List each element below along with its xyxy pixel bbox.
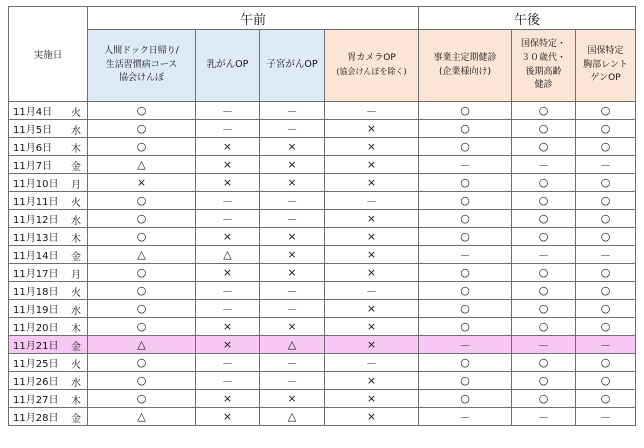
availability-cell: －: [512, 408, 576, 426]
availability-cell: ○: [512, 354, 576, 372]
availability-cell: ×: [196, 408, 260, 426]
col-header-line: (協会けんぽを除く): [336, 66, 407, 76]
availability-cell: ○: [419, 210, 512, 228]
weekday-label: 金: [71, 342, 81, 353]
availability-cell: ×: [196, 138, 260, 156]
availability-cell: ○: [88, 300, 196, 318]
availability-cell: ○: [576, 354, 636, 372]
availability-cell: ○: [419, 192, 512, 210]
col-header-uterine-cancer: [260, 30, 325, 102]
col-header-national-insurance: [512, 30, 576, 102]
col-header-line: 胃カメラOP: [347, 52, 396, 63]
table-row: [9, 138, 636, 156]
availability-cell: －: [260, 120, 325, 138]
availability-cell: －: [196, 120, 260, 138]
date-label: 11月25日: [13, 359, 59, 370]
availability-cell: ○: [88, 120, 196, 138]
availability-cell: ×: [325, 120, 419, 138]
availability-cell: －: [260, 300, 325, 318]
weekday-label: 月: [71, 180, 81, 191]
availability-cell: ○: [576, 264, 636, 282]
date-cell: [9, 354, 88, 372]
availability-cell: ○: [419, 318, 512, 336]
availability-cell: ○: [419, 354, 512, 372]
date-label: 11月17日: [13, 269, 59, 280]
availability-cell: －: [512, 336, 576, 354]
availability-cell: ×: [260, 264, 325, 282]
availability-cell: －: [196, 354, 260, 372]
col-header-breast-cancer: [196, 30, 260, 102]
availability-cell: ○: [512, 264, 576, 282]
availability-cell: ○: [576, 120, 636, 138]
table-row: [9, 300, 636, 318]
availability-cell: －: [419, 156, 512, 174]
availability-cell: △: [88, 408, 196, 426]
col-header-line: (企業様向け): [438, 66, 492, 77]
availability-cell: －: [576, 408, 636, 426]
date-cell: [9, 372, 88, 390]
availability-cell: ○: [88, 390, 196, 408]
table-row: [9, 120, 636, 138]
availability-cell: ×: [325, 318, 419, 336]
col-header-chest-xray: [576, 30, 636, 102]
availability-cell: ○: [88, 102, 196, 120]
availability-cell: ×: [325, 210, 419, 228]
weekday-label: 水: [71, 216, 81, 227]
availability-cell: ○: [512, 120, 576, 138]
table-row: [9, 408, 636, 426]
weekday-label: 木: [71, 144, 81, 155]
col-header-line: 国保特定・: [520, 38, 566, 49]
availability-cell: －: [260, 372, 325, 390]
availability-cell: △: [260, 336, 325, 354]
availability-cell: ○: [576, 282, 636, 300]
date-label: 11月6日: [13, 143, 53, 154]
availability-cell: ○: [419, 138, 512, 156]
weekday-label: 木: [71, 324, 81, 335]
weekday-label: 水: [71, 126, 81, 137]
availability-cell: ○: [512, 102, 576, 120]
availability-cell: ×: [196, 228, 260, 246]
date-label: 11月27日: [13, 395, 59, 406]
availability-cell: ○: [512, 174, 576, 192]
schedule-table-container: [8, 6, 636, 426]
availability-cell: －: [260, 102, 325, 120]
weekday-label: 金: [71, 252, 81, 263]
availability-cell: －: [325, 192, 419, 210]
availability-cell: －: [196, 102, 260, 120]
availability-cell: －: [196, 192, 260, 210]
availability-cell: －: [260, 210, 325, 228]
availability-cell: ×: [88, 174, 196, 192]
availability-cell: ○: [88, 138, 196, 156]
availability-cell: ○: [88, 264, 196, 282]
availability-cell: －: [260, 192, 325, 210]
availability-cell: ×: [196, 318, 260, 336]
availability-cell: ×: [325, 156, 419, 174]
table-row: [9, 102, 636, 120]
availability-cell: ○: [88, 210, 196, 228]
table-row: [9, 192, 636, 210]
date-label: 11月21日: [13, 341, 59, 352]
availability-cell: ○: [419, 264, 512, 282]
availability-cell: ○: [576, 138, 636, 156]
weekday-label: 水: [71, 378, 81, 389]
availability-cell: －: [260, 354, 325, 372]
date-cell: [9, 300, 88, 318]
table-row: [9, 174, 636, 192]
weekday-label: 月: [71, 270, 81, 281]
col-header-line: 生活習慣病コース: [105, 59, 178, 70]
table-row: [9, 282, 636, 300]
availability-cell: －: [419, 336, 512, 354]
date-cell: [9, 192, 88, 210]
date-label: 11月20日: [13, 323, 59, 334]
availability-cell: ○: [576, 102, 636, 120]
weekday-label: 火: [71, 198, 81, 209]
col-header-line: ゲンOP: [590, 73, 621, 84]
availability-cell: ×: [196, 336, 260, 354]
availability-cell: ○: [512, 282, 576, 300]
availability-cell: ×: [260, 138, 325, 156]
availability-cell: －: [260, 282, 325, 300]
availability-cell: ×: [325, 372, 419, 390]
col-header-line: 国保特定: [587, 45, 624, 56]
availability-cell: ○: [419, 300, 512, 318]
table-row: [9, 210, 636, 228]
date-label: 11月11日: [13, 197, 59, 208]
availability-cell: ○: [512, 210, 576, 228]
availability-cell: －: [576, 336, 636, 354]
availability-cell: －: [325, 354, 419, 372]
availability-cell: －: [325, 282, 419, 300]
table-row: [9, 390, 636, 408]
availability-cell: ○: [419, 228, 512, 246]
availability-cell: －: [576, 156, 636, 174]
date-cell: [9, 336, 88, 354]
date-cell: [9, 390, 88, 408]
date-cell: [9, 210, 88, 228]
availability-cell: ×: [325, 408, 419, 426]
availability-cell: ×: [260, 318, 325, 336]
availability-cell: △: [88, 156, 196, 174]
table-row: [9, 372, 636, 390]
availability-cell: ○: [576, 228, 636, 246]
availability-cell: ○: [576, 372, 636, 390]
availability-cell: ×: [325, 174, 419, 192]
date-label: 11月7日: [13, 161, 53, 172]
availability-cell: －: [325, 102, 419, 120]
date-label: 11月26日: [13, 377, 59, 388]
availability-cell: ×: [325, 264, 419, 282]
table-row: [9, 354, 636, 372]
availability-cell: △: [196, 246, 260, 264]
date-cell: [9, 408, 88, 426]
col-header-gastroscopy: [325, 30, 419, 102]
availability-cell: －: [419, 246, 512, 264]
col-header-line: 事業主定期健診: [433, 52, 497, 63]
availability-cell: ○: [512, 372, 576, 390]
date-label: 11月12日: [13, 215, 59, 226]
col-header-line: 子宮がんOP: [266, 59, 318, 71]
afternoon-section-header: 午後: [419, 7, 636, 30]
availability-cell: ○: [88, 228, 196, 246]
availability-cell: ○: [419, 282, 512, 300]
availability-cell: －: [419, 408, 512, 426]
date-cell: [9, 246, 88, 264]
date-cell: [9, 264, 88, 282]
availability-cell: ○: [419, 390, 512, 408]
availability-cell: ○: [512, 192, 576, 210]
table-row: [9, 264, 636, 282]
weekday-label: 火: [71, 108, 81, 119]
weekday-label: 火: [71, 288, 81, 299]
col-header-line: ３０歳代・: [520, 52, 566, 63]
date-cell: [9, 228, 88, 246]
date-cell: [9, 156, 88, 174]
availability-cell: ○: [576, 210, 636, 228]
weekday-label: 木: [71, 234, 81, 245]
availability-cell: ○: [576, 390, 636, 408]
table-row: [9, 318, 636, 336]
weekday-label: 金: [71, 162, 81, 173]
date-column-header: 実施日: [9, 7, 88, 102]
availability-cell: －: [196, 300, 260, 318]
availability-cell: －: [196, 372, 260, 390]
weekday-label: 木: [71, 396, 81, 407]
date-label: 11月10日: [13, 179, 59, 190]
availability-cell: ○: [576, 174, 636, 192]
availability-cell: ×: [325, 246, 419, 264]
availability-cell: ○: [576, 300, 636, 318]
col-header-line: 胸部レント: [583, 59, 628, 70]
availability-cell: ○: [88, 192, 196, 210]
date-label: 11月14日: [13, 251, 59, 262]
availability-cell: ×: [260, 390, 325, 408]
availability-cell: ○: [88, 318, 196, 336]
date-cell: [9, 120, 88, 138]
availability-cell: ×: [196, 264, 260, 282]
availability-cell: ○: [576, 192, 636, 210]
weekday-label: 火: [71, 360, 81, 371]
availability-cell: ○: [512, 318, 576, 336]
col-header-employer-checkup: [419, 30, 512, 102]
date-label: 11月13日: [13, 233, 59, 244]
availability-cell: ○: [512, 390, 576, 408]
availability-cell: －: [576, 246, 636, 264]
availability-cell: ×: [325, 138, 419, 156]
availability-cell: ×: [325, 390, 419, 408]
availability-cell: ○: [419, 102, 512, 120]
availability-cell: ○: [88, 372, 196, 390]
availability-cell: ○: [419, 174, 512, 192]
table-row: [9, 246, 636, 264]
availability-cell: ×: [196, 174, 260, 192]
date-cell: [9, 138, 88, 156]
availability-cell: ○: [512, 228, 576, 246]
availability-cell: ×: [260, 156, 325, 174]
weekday-label: 金: [71, 414, 81, 425]
availability-cell: △: [88, 246, 196, 264]
schedule-body: [9, 102, 636, 426]
availability-cell: ×: [260, 246, 325, 264]
col-header-line: 乳がんOP: [206, 59, 249, 71]
availability-cell: ○: [419, 372, 512, 390]
availability-cell: －: [512, 156, 576, 174]
availability-cell: ○: [512, 138, 576, 156]
date-cell: [9, 174, 88, 192]
date-label: 11月4日: [13, 107, 53, 118]
date-cell: [9, 102, 88, 120]
table-row: [9, 156, 636, 174]
weekday-label: 水: [71, 306, 81, 317]
availability-cell: ○: [88, 282, 196, 300]
availability-cell: ○: [576, 318, 636, 336]
col-header-line: 協会けんぽ: [118, 73, 164, 84]
availability-cell: ×: [260, 174, 325, 192]
morning-section-header: 午前: [88, 7, 419, 30]
availability-cell: －: [196, 282, 260, 300]
availability-cell: ○: [419, 120, 512, 138]
availability-cell: －: [512, 246, 576, 264]
availability-cell: ×: [325, 300, 419, 318]
date-label: 11月18日: [13, 287, 59, 298]
availability-cell: ×: [325, 336, 419, 354]
availability-cell: ×: [325, 228, 419, 246]
col-header-line: 後期高齢: [525, 66, 562, 77]
col-header-dock-lifestyle: [88, 30, 196, 102]
col-header-line: 健診: [534, 80, 553, 91]
availability-cell: －: [196, 210, 260, 228]
table-row: [9, 336, 636, 354]
date-cell: [9, 282, 88, 300]
availability-cell: ○: [512, 300, 576, 318]
availability-cell: ×: [196, 390, 260, 408]
schedule-table: [8, 6, 636, 426]
availability-cell: △: [88, 336, 196, 354]
table-row: [9, 228, 636, 246]
date-label: 11月19日: [13, 305, 59, 316]
date-cell: [9, 318, 88, 336]
availability-cell: ○: [88, 354, 196, 372]
availability-cell: ×: [260, 228, 325, 246]
date-label: 11月5日: [13, 125, 53, 136]
availability-cell: ×: [196, 156, 260, 174]
availability-cell: △: [260, 408, 325, 426]
col-header-line: 人間ドック日帰り/: [104, 45, 179, 56]
date-label: 11月28日: [13, 413, 59, 424]
